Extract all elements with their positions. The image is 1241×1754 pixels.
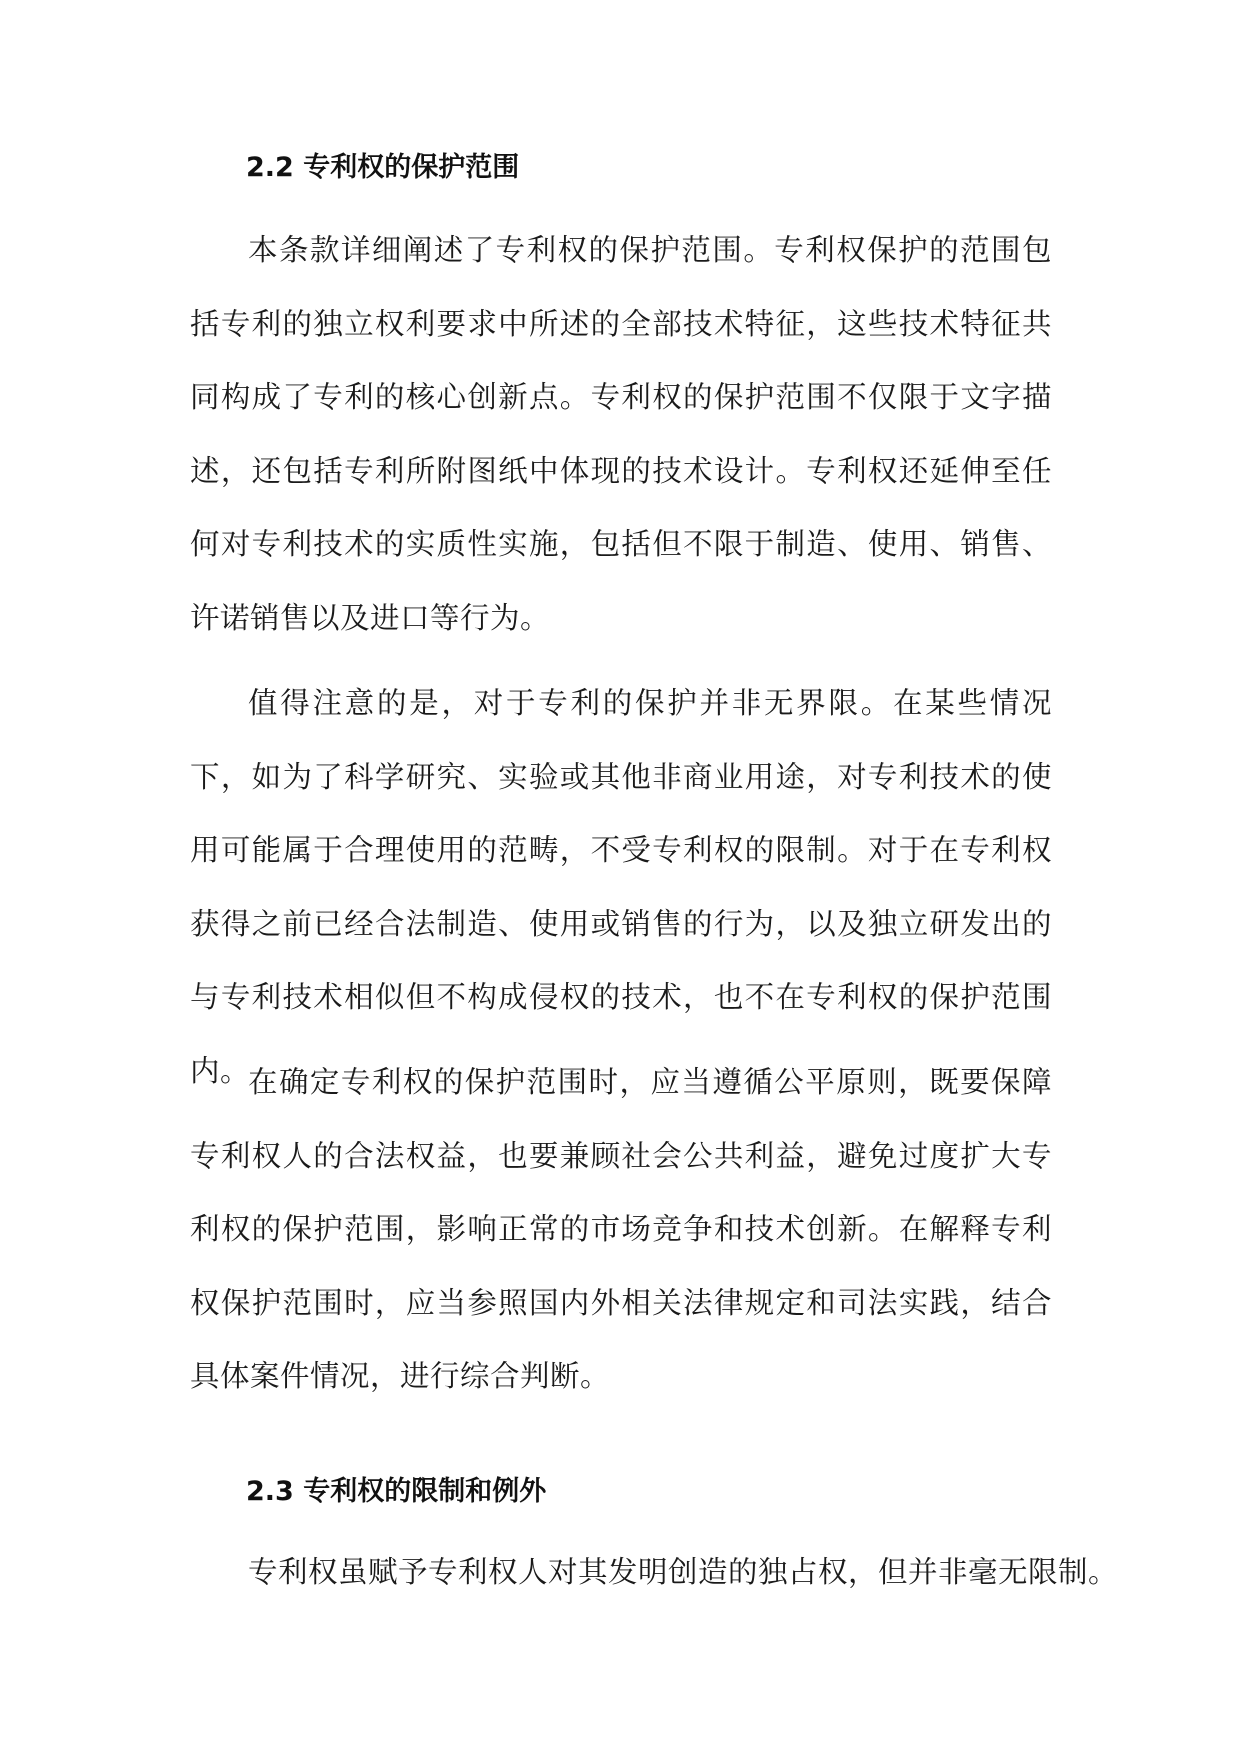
section-heading-2-3: 2.3 专利权的限制和例外 <box>246 1476 547 1507</box>
paragraph-protection-limits: 值得注意的是，对于专利的保护并非无界限。在某些情况下，如为了科学研究、实验或其他非商业用途，对专利技术的使用可能属于合理使用的范畴，不受专利权的限制。对于在专利权获得之前已经合法制造、使用或销售的行为，以及独立研发出的与专利技术相似但不构成侵权的技术，也不在专利权的保护范围内。 <box>190 686 1052 1088</box>
paragraph-protection-scope: 本条款详细阐述了专利权的保护范围。专利权保护的范围包括专利的独立权利要求中所述的全部技术特征，这些技术特征共同构成了专利的核心创新点。专利权的保护范围不仅限于文字描述，还包括专利所附图纸中体现的技术设计。专利权还延伸至任何对专利技术的实质性实施，包括但不限于制造、使用、销售、许诺销售以及进口等行为。 <box>190 233 1052 635</box>
section-heading-2-2: 2.2 专利权的保护范围 <box>246 152 520 183</box>
paragraph-limitations-intro: 专利权虽赋予专利权人对其发明创造的独占权，但并非毫无限制。 <box>248 1555 1119 1589</box>
paragraph-fairness-principle: 在确定专利权的保护范围时，应当遵循公平原则，既要保障专利权人的合法权益，也要兼顾社会公共利益，避免过度扩大专利权的保护范围，影响正常的市场竞争和技术创新。在解释专利权保护范围时，应当参照国内外相关法律规定和司法实践，结合具体案件情况，进行综合判断。 <box>190 1065 1052 1393</box>
